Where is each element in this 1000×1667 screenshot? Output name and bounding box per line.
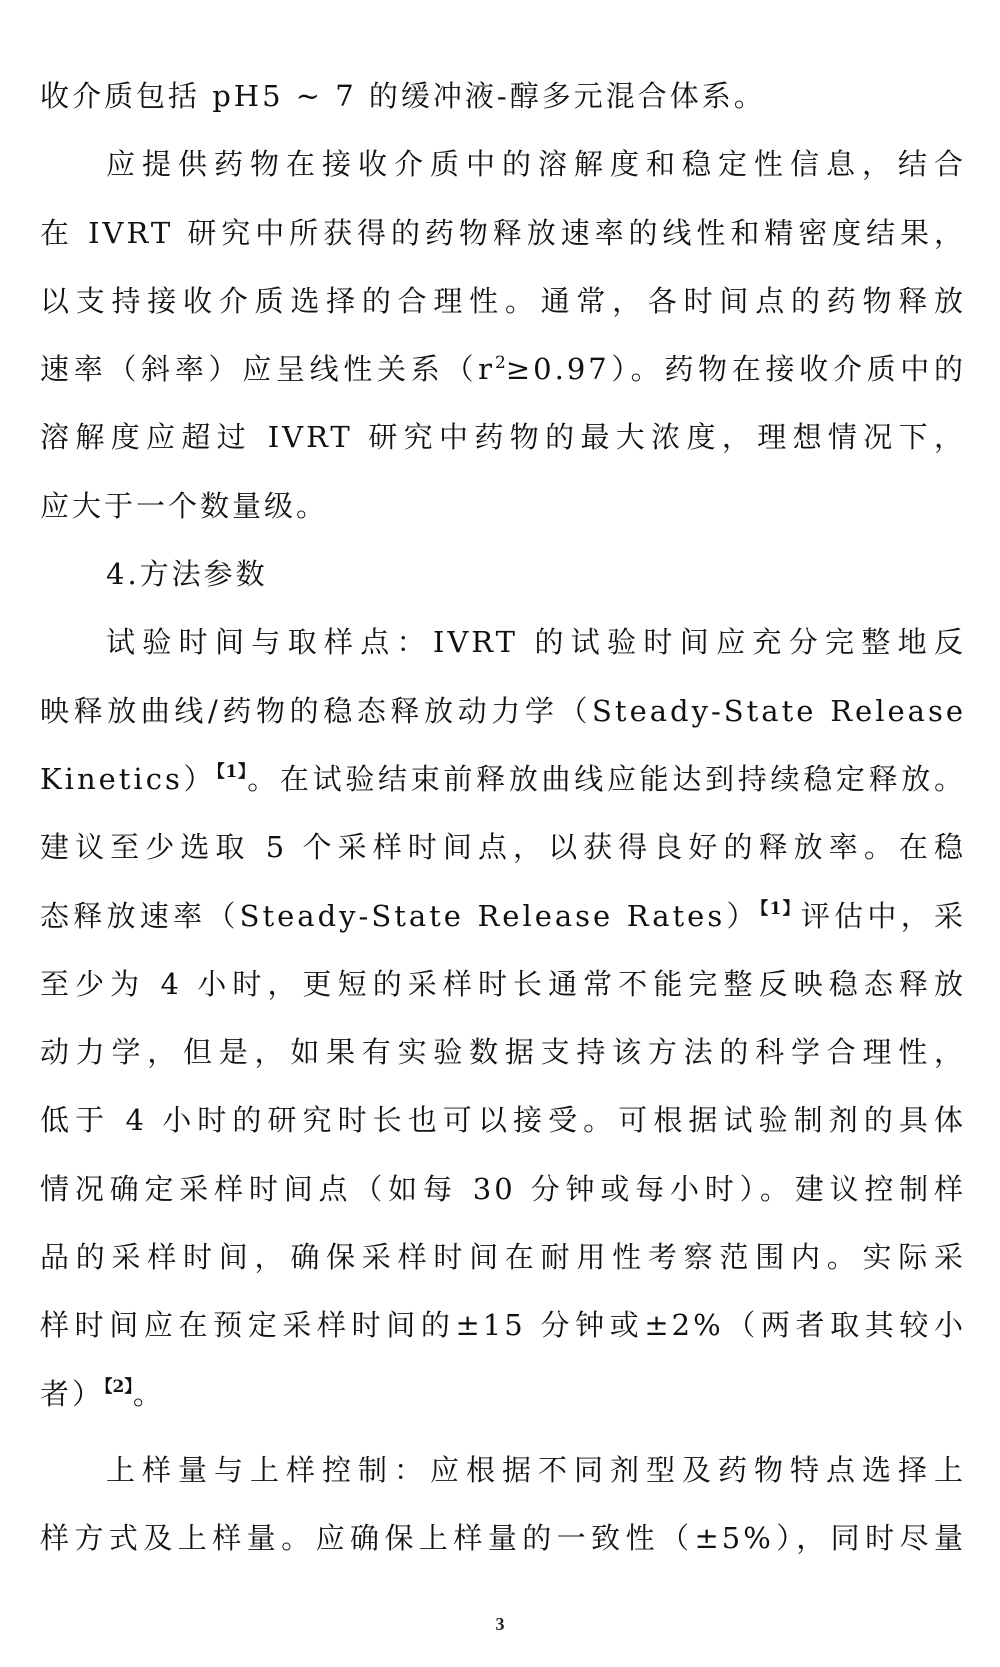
superscript-2: 2	[495, 353, 506, 374]
text-line: 速率（斜率）应呈线性关系$(r^2\ge 0.97)$。药物在接收介质中的	[40, 352, 966, 387]
text-line: 品的采样时间，确保采样时间在耐用性考察范围内。实际采	[40, 1240, 966, 1275]
text-line: 样方式及上样量。应确保上样量的一致性（±5%），同时尽量	[40, 1521, 966, 1556]
section-heading: 4.方法参数	[106, 557, 268, 592]
citation-2: 【2】	[104, 1376, 133, 1397]
paragraph-gap	[40, 1428, 966, 1436]
text-line: 映释放曲线/药物的稳态释放动力学（Steady-State Release	[40, 693, 966, 728]
text-line: 样时间应在预定采样时间的±15 分钟或±2%（两者取其较小	[40, 1308, 966, 1343]
text-line: 情况确定采样时间点（如每 30 分钟或每小时）。建议控制样	[40, 1171, 966, 1206]
text-line: 在 IVRT 研究中所获得的药物释放速率的线性和精密度结果，	[40, 215, 966, 250]
text-line: Kinetics）$^{【1】}$。在试验结束前释放曲线应能达到持续稳定释放。	[40, 761, 966, 796]
text-line: 收介质包括 pH5 ~ 7 的缓冲液-醇多元混合体系。	[40, 79, 766, 113]
text-line: 溶解度应超过 IVRT 研究中药物的最大浓度，理想情况下，	[40, 420, 966, 455]
paragraph-first-line: 上样量与上样控制：应根据不同剂型及药物特点选择上	[106, 1452, 966, 1487]
citation-1: 【1】	[216, 761, 248, 782]
text-line: 低于 4 小时的研究时长也可以接受。可根据试验制剂的具体	[40, 1103, 966, 1138]
text-line: 至少为 4 小时，更短的采样时长通常不能完整反映稳态释放	[40, 966, 966, 1001]
text-line: 应大于一个数量级。	[40, 488, 329, 523]
text-line: 建议至少选取 5 个采样时间点，以获得良好的释放率。在稳	[40, 830, 966, 865]
text-line: 动力学，但是，如果有实验数据支持该方法的科学合理性，	[40, 1035, 966, 1070]
paragraph-first-line: 应提供药物在接收介质中的溶解度和稳定性信息，结合	[106, 147, 966, 182]
paragraph-first-line: 试验时间与取样点：IVRT 的试验时间应充分完整地反	[106, 625, 966, 660]
page-number: 3	[495, 1614, 505, 1634]
text-line: 者）$^{【2】}$。	[40, 1376, 165, 1411]
body-text	[40, 62, 966, 1573]
citation-1: 【1】	[759, 898, 801, 919]
text-line: 以支持接收介质选择的合理性。通常，各时间点的药物释放	[40, 283, 966, 318]
text-line: 态释放速率（Steady-State Release Rates）$^{【1】}$评估中，采	[40, 898, 966, 933]
